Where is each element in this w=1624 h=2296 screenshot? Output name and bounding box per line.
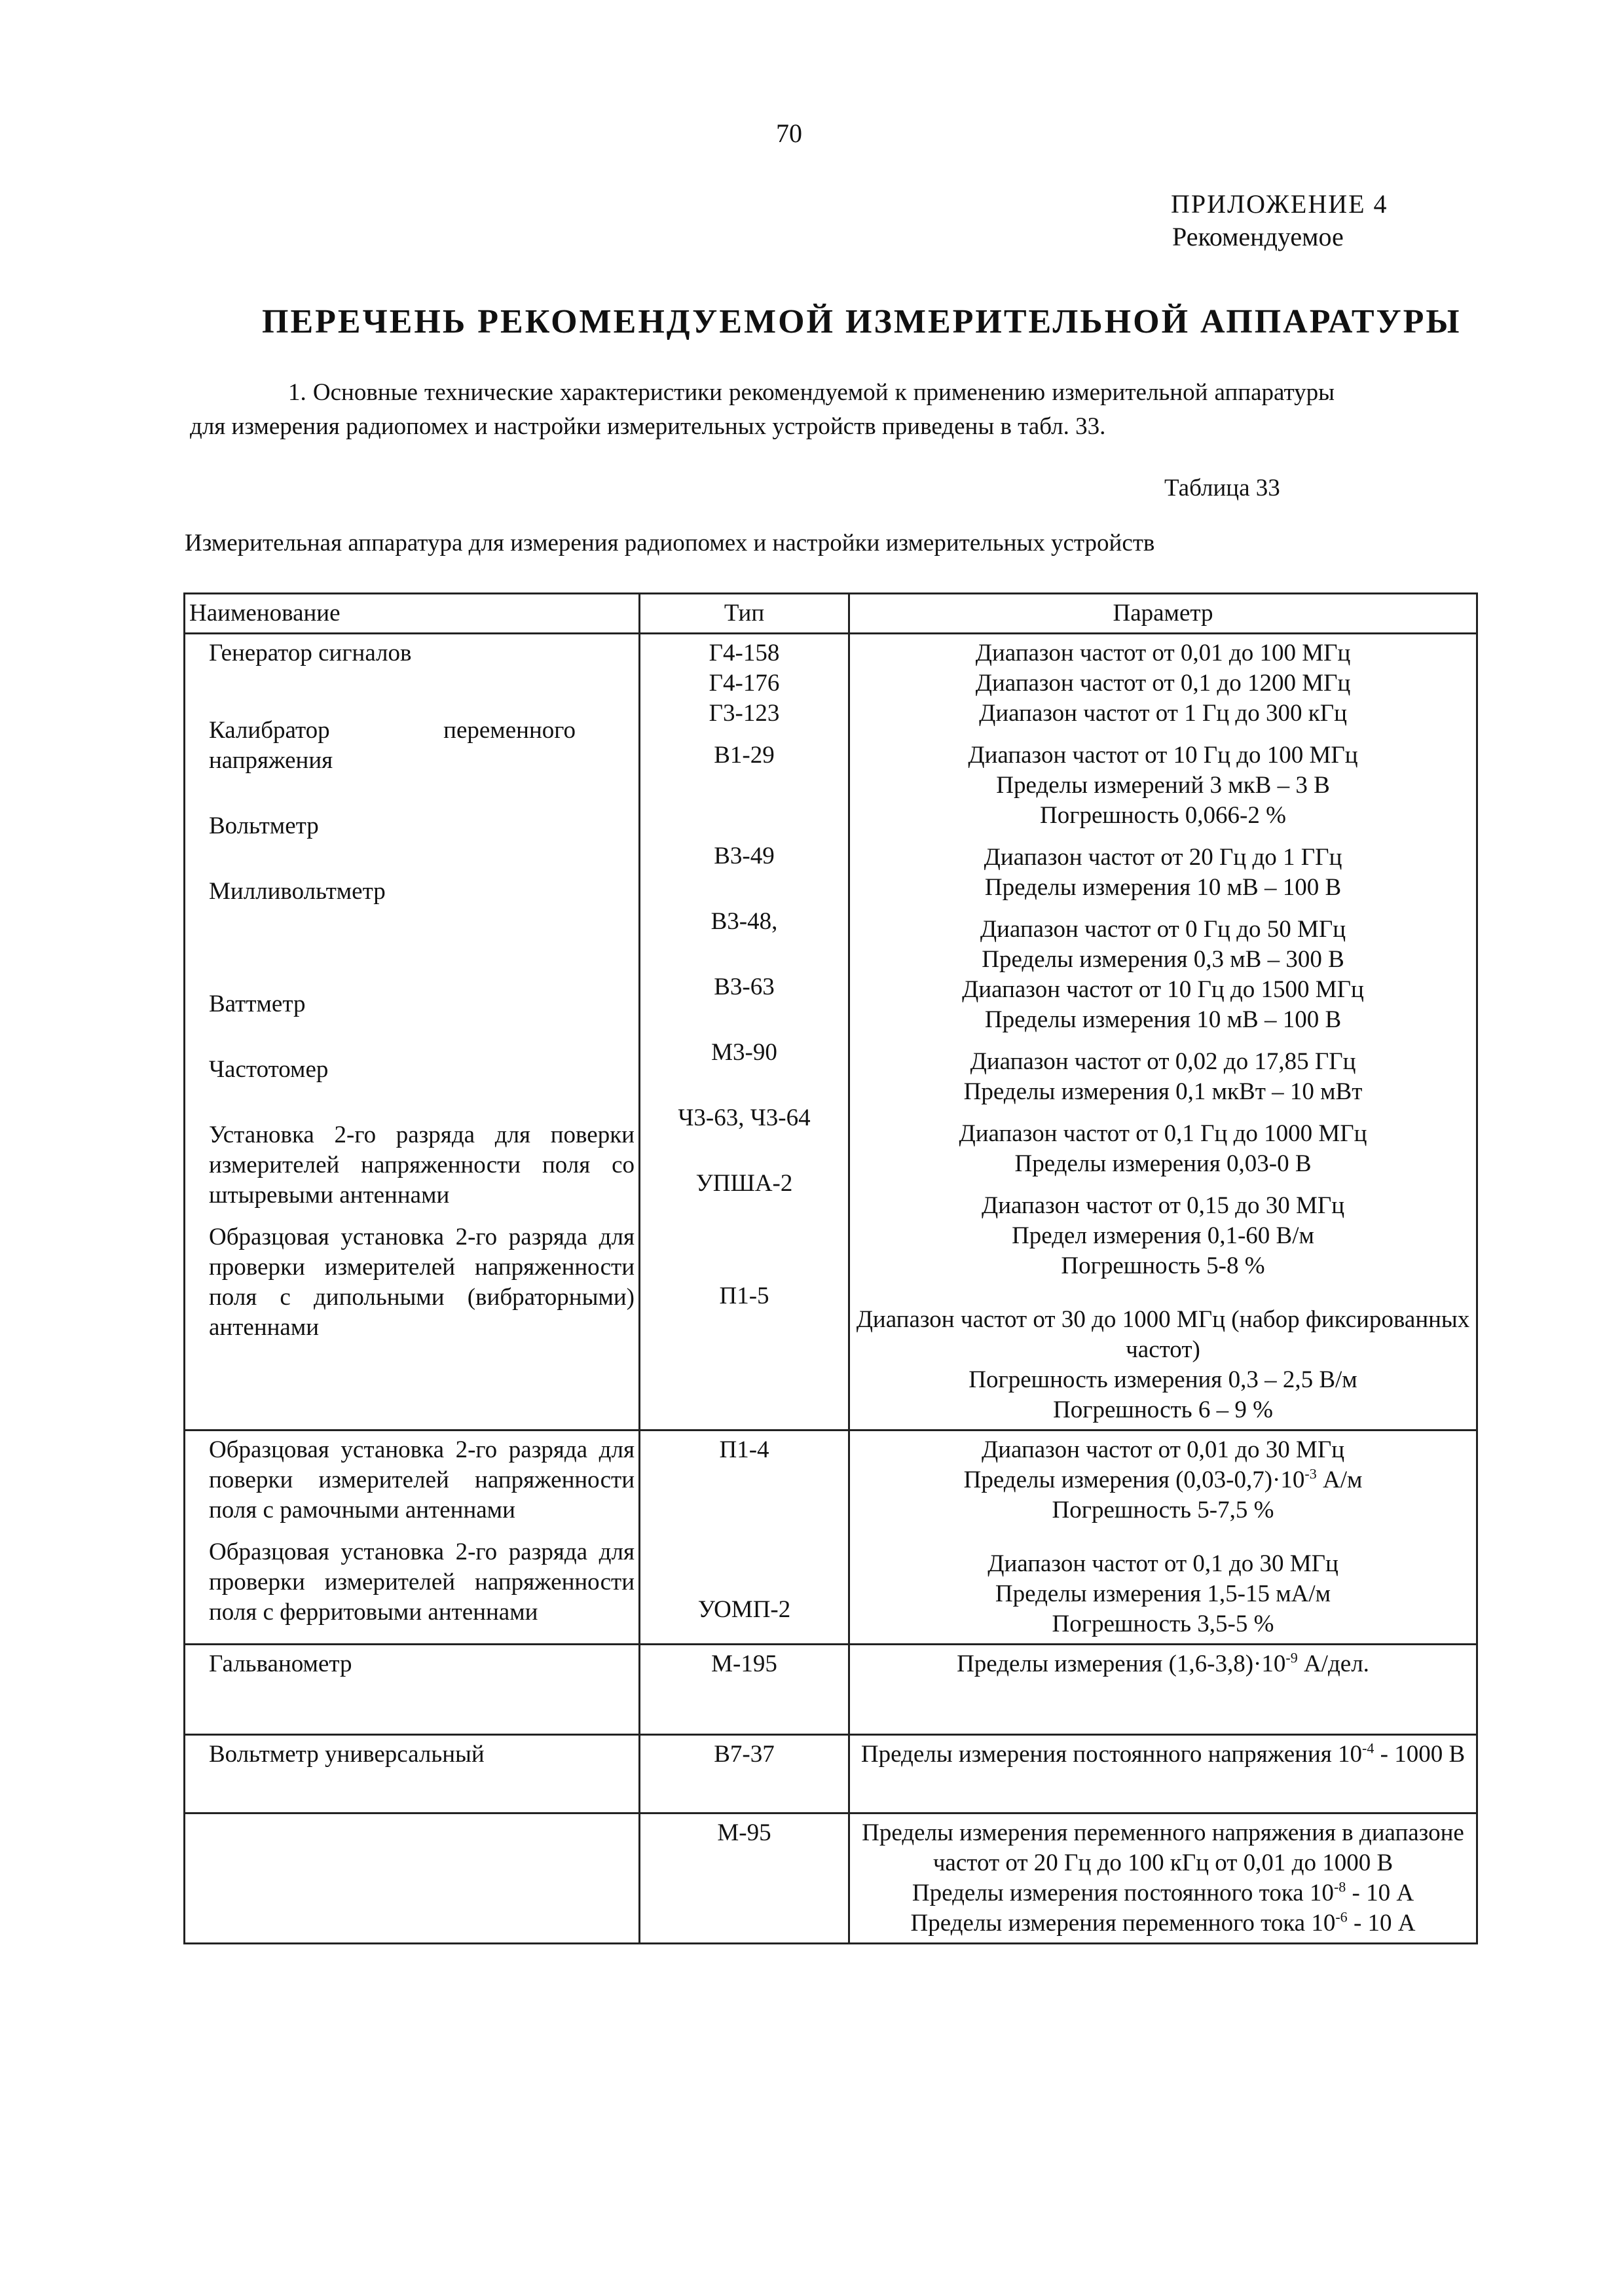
exponent: -4 <box>1362 1740 1375 1757</box>
header-name: Наименование <box>185 594 640 634</box>
item-param: Диапазон частот от 1 Гц до 300 кГц <box>979 700 1347 727</box>
item-type: В1-29 <box>714 742 775 769</box>
item-param: Погрешность 0,066-2 % <box>1040 802 1286 829</box>
item-type: УПША-2 <box>695 1170 793 1197</box>
item-param: Пределы измерения 0,3 мВ – 300 В <box>982 946 1344 973</box>
item-type: М-95 <box>717 1819 771 1846</box>
item-type: Г3-123 <box>709 700 780 727</box>
type-cell <box>640 1645 849 1735</box>
item-param <box>854 1649 1472 1679</box>
exponent: -9 <box>1285 1649 1298 1666</box>
item-type: Г4-158 <box>709 640 780 666</box>
item-param: Погрешность 5-8 % <box>1061 1252 1265 1279</box>
item-param: Диапазон частот от 0,1 до 30 МГц <box>987 1550 1338 1577</box>
item-param: Диапазон частот от 0,02 до 17,85 ГГц <box>970 1048 1356 1075</box>
item-param: Погрешность 3,5-5 % <box>1052 1611 1274 1637</box>
type-cell <box>640 634 849 1430</box>
item-param-text: Пределы измерения постоянного напряжения 10 <box>860 1741 1363 1768</box>
name-cell <box>185 1645 640 1735</box>
item-param: Погрешность 6 – 9 % <box>1053 1396 1273 1423</box>
item-param-unit: - 1000 В <box>1380 1741 1466 1768</box>
item-name: Гальванометр <box>209 1650 352 1677</box>
item-name: Калибратор переменного напряжения <box>209 717 576 774</box>
item-param: Диапазон частот от 0,01 до 100 МГц <box>975 640 1351 666</box>
item-param: Погрешность 5-7,5 % <box>1052 1497 1274 1523</box>
item-param: Диапазон частот от 10 Гц до 100 МГц <box>968 742 1358 769</box>
item-param: Пределы измерений 3 мкВ – 3 В <box>996 772 1330 799</box>
item-param-unit: - 10 А <box>1353 1910 1416 1937</box>
param-cell <box>849 634 1477 1430</box>
item-type: Ч3-63, Ч3-64 <box>678 1104 811 1131</box>
item-param: Пределы измерения 1,5-15 мА/м <box>995 1580 1331 1607</box>
name-cell <box>185 1735 640 1813</box>
document-title: ПЕРЕЧЕНЬ РЕКОМЕНДУЕМОЙ ИЗМЕРИТЕЛЬНОЙ АППАРАТУРЫ <box>262 303 1462 340</box>
item-type: М3-90 <box>711 1039 777 1066</box>
exponent: -3 <box>1304 1465 1317 1482</box>
item-name: Ваттметр <box>209 991 306 1017</box>
item-param <box>854 1878 1472 1908</box>
type-cell <box>640 1735 849 1813</box>
item-param <box>854 1740 1472 1770</box>
param-cell <box>849 1813 1477 1944</box>
table-row <box>185 634 1477 1430</box>
item-name: Образцовая установка 2-го разряда для поверки измерителей напряженности поля с рамочными антеннами <box>209 1436 635 1523</box>
item-param: Диапазон частот от 20 Гц до 1 ГГц <box>984 844 1342 871</box>
exponent: -6 <box>1335 1908 1348 1925</box>
item-param-text: Пределы измерения (0,03-0,7)·10 <box>963 1467 1305 1493</box>
item-name: Вольтметр универсальный <box>209 1741 485 1768</box>
name-cell <box>185 634 640 1430</box>
item-type: П1-4 <box>719 1436 769 1463</box>
item-param: Диапазон частот от 0,1 до 1200 МГц <box>975 670 1351 697</box>
item-type: Г4-176 <box>709 670 780 697</box>
table-header-row <box>185 594 1477 634</box>
item-param: Диапазон частот от 0,01 до 30 МГц <box>981 1436 1345 1463</box>
table-row <box>185 1813 1477 1944</box>
param-cell <box>849 1735 1477 1813</box>
item-param: Диапазон частот от 10 Гц до 1500 МГц <box>962 976 1364 1003</box>
param-cell <box>849 1645 1477 1735</box>
item-param: Предел измерения 0,1-60 В/м <box>1012 1222 1314 1249</box>
item-param <box>854 1465 1472 1495</box>
equipment-table <box>183 592 1478 1944</box>
item-type: В3-48, <box>710 908 778 935</box>
name-cell <box>185 1430 640 1645</box>
item-param-text: Пределы измерения (1,6-3,8)·10 <box>957 1650 1286 1677</box>
type-cell <box>640 1430 849 1645</box>
table-number: Таблица 33 <box>1164 475 1280 501</box>
item-type: УОМП-2 <box>697 1596 791 1623</box>
item-param-unit: - 10 А <box>1352 1880 1414 1906</box>
item-param: Пределы измерения 0,1 мкВт – 10 мВт <box>963 1078 1363 1105</box>
item-param: Пределы измерения переменного напряжения в диапазоне частот от 20 Гц до 100 кГц от 0,01 до 1000 В <box>862 1819 1464 1876</box>
item-param: Диапазон частот от 30 до 1000 МГц (набор фиксированных частот) <box>856 1306 1470 1363</box>
item-param-unit: А/м <box>1322 1467 1363 1493</box>
item-param-text: Пределы измерения постоянного тока 10 <box>912 1880 1334 1906</box>
appendix-status: Рекомендуемое <box>1172 222 1344 251</box>
item-param: Пределы измерения 0,03-0 В <box>1014 1150 1312 1177</box>
appendix-label: ПРИЛОЖЕНИЕ 4 <box>1171 189 1388 219</box>
item-param: Диапазон частот от 0 Гц до 50 МГц <box>980 916 1346 943</box>
item-type: В3-49 <box>714 843 775 869</box>
intro-paragraph <box>190 376 1335 444</box>
item-type: М-195 <box>711 1650 777 1677</box>
item-param-unit: А/дел. <box>1303 1650 1369 1677</box>
item-type: В3-63 <box>714 974 775 1000</box>
item-name: Образцовая установка 2-го разряда для проверки измерителей напряженности поля с ферритовыми антеннами <box>209 1539 635 1626</box>
item-name: Установка 2-го разряда для поверки измерителей напряженности поля со штыревыми антеннами <box>209 1121 635 1209</box>
item-param <box>854 1908 1472 1939</box>
page-number: 70 <box>776 118 802 148</box>
table-row <box>185 1645 1477 1735</box>
item-param: Пределы измерения 10 мВ – 100 В <box>984 874 1342 901</box>
item-type: В7-37 <box>714 1741 775 1768</box>
item-param: Пределы измерения 10 мВ – 100 В <box>984 1006 1342 1033</box>
param-cell <box>849 1430 1477 1645</box>
item-name: Милливольтметр <box>209 878 386 905</box>
type-cell <box>640 1813 849 1944</box>
item-type: П1-5 <box>719 1283 769 1309</box>
exponent: -8 <box>1333 1878 1346 1895</box>
table-row <box>185 1430 1477 1645</box>
name-cell <box>185 1813 640 1944</box>
item-name: Вольтметр <box>209 812 319 839</box>
item-param: Диапазон частот от 0,15 до 30 МГц <box>981 1192 1345 1219</box>
item-name: Частотомер <box>209 1056 329 1083</box>
header-param: Параметр <box>849 594 1477 634</box>
table-caption: Измерительная аппаратура для измерения радиопомех и настройки измерительных устройств <box>185 530 1155 556</box>
item-name: Генератор сигналов <box>209 640 412 666</box>
table-row <box>185 1735 1477 1813</box>
item-param: Диапазон частот от 0,1 Гц до 1000 МГц <box>959 1120 1367 1147</box>
item-param: Погрешность измерения 0,3 – 2,5 В/м <box>969 1366 1357 1393</box>
item-name: Образцовая установка 2-го разряда для проверки измерителей напряженности поля с дипольными (вибраторными) антеннами <box>209 1224 635 1341</box>
header-type: Тип <box>640 594 849 634</box>
intro-text: 1. Основные технические характеристики рекомендуемой к применению измерительной аппаратуры для измерения радиопомех и настройки измерительных устройств приведены в табл. 33. <box>190 379 1335 440</box>
item-param-text: Пределы измерения переменного тока 10 <box>910 1910 1336 1937</box>
